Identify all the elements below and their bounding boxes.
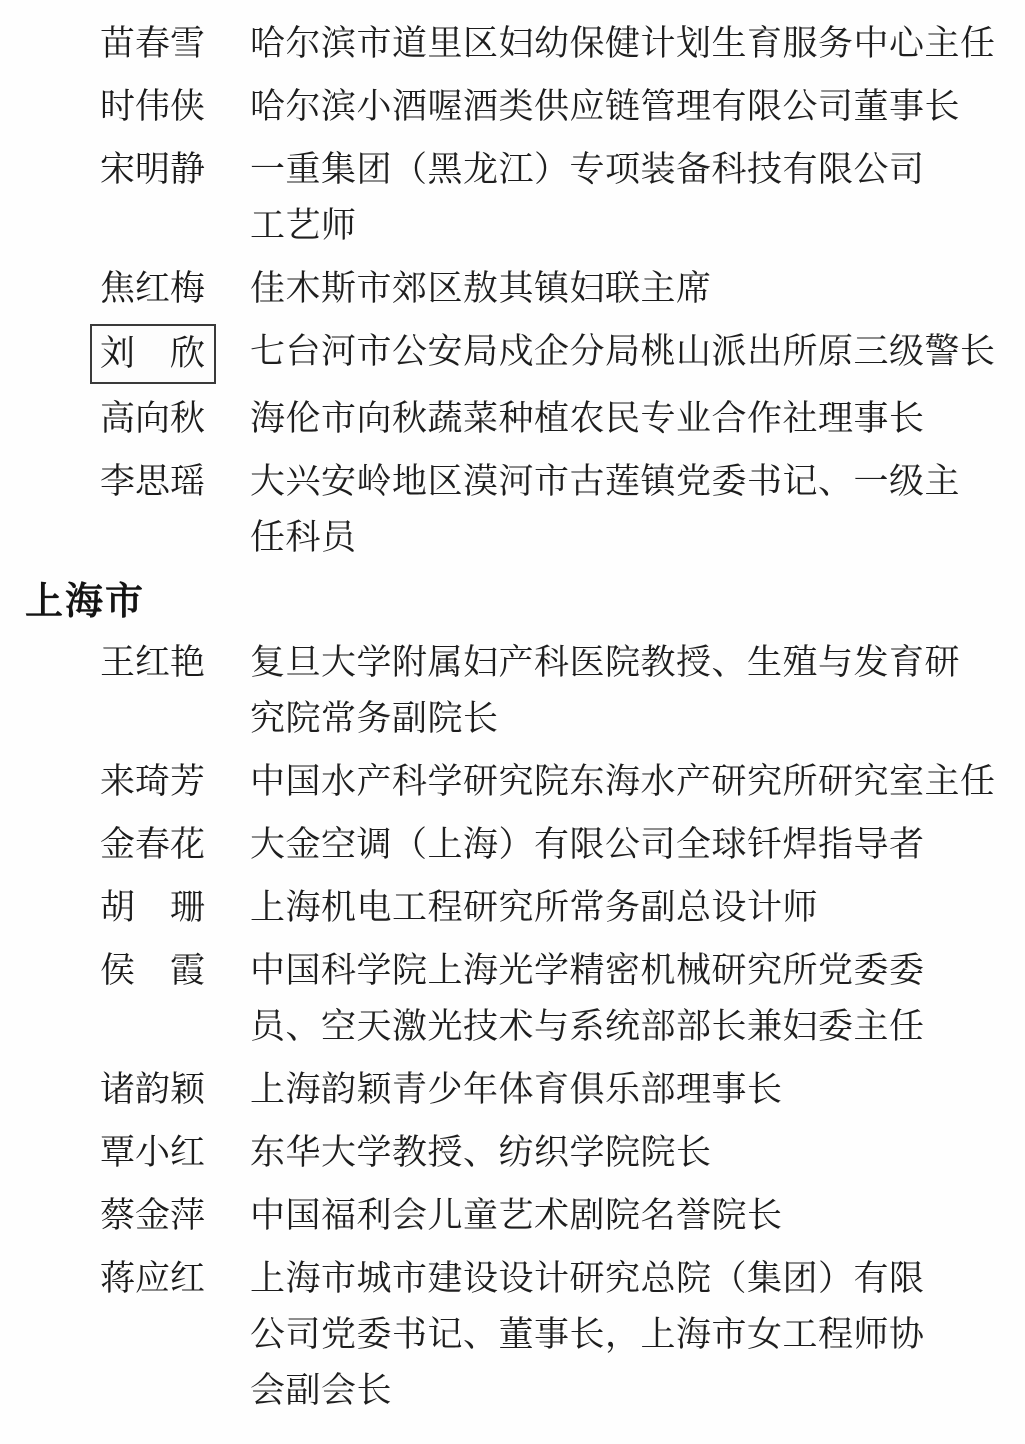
honoree-title-cell bbox=[250, 16, 996, 72]
honoree-title-line: 一重集团（黑龙江）专项装备科技有限公司 bbox=[250, 150, 925, 189]
honoree-title-line: 会副会长 bbox=[250, 1371, 393, 1410]
honoree-name-cell bbox=[100, 943, 210, 999]
list-item bbox=[0, 1188, 987, 1244]
honoree-name-cell bbox=[100, 1125, 210, 1181]
honoree-name-cell bbox=[100, 324, 210, 384]
honoree-name: 胡 珊 bbox=[100, 888, 206, 927]
honoree-title-line: 员、空天激光技术与系统部部长兼妇委主任 bbox=[250, 1007, 925, 1046]
document-section bbox=[0, 16, 996, 566]
honoree-name-cell bbox=[100, 635, 210, 691]
list-item bbox=[0, 261, 987, 317]
honoree-name: 高向秋 bbox=[100, 399, 206, 438]
list-item bbox=[0, 454, 987, 566]
honoree-name: 时伟侠 bbox=[100, 87, 206, 126]
honoree-title-cell bbox=[250, 261, 992, 317]
list-item bbox=[0, 880, 987, 936]
honoree-name: 蔡金萍 bbox=[100, 1196, 206, 1235]
honoree-name-cell bbox=[100, 1062, 210, 1118]
name-list bbox=[0, 16, 996, 1419]
honoree-name-cell bbox=[100, 391, 210, 447]
honoree-title-line: 佳木斯市郊区敖其镇妇联主席 bbox=[250, 269, 712, 308]
list-item bbox=[0, 754, 996, 810]
honoree-title-line: 中国科学院上海光学精密机械研究所党委委 bbox=[250, 951, 925, 990]
list-item bbox=[0, 1125, 987, 1181]
honoree-title-line: 任科员 bbox=[250, 518, 357, 557]
list-item bbox=[0, 16, 996, 72]
honoree-title-line: 海伦市向秋蔬菜种植农民专业合作社理事长 bbox=[250, 399, 925, 438]
honoree-name: 王红艳 bbox=[100, 643, 206, 682]
honoree-name: 来琦芳 bbox=[100, 762, 206, 801]
honoree-title-cell bbox=[250, 754, 996, 810]
honoree-title-line: 大兴安岭地区漠河市古莲镇党委书记、一级主 bbox=[250, 462, 961, 501]
list-item bbox=[0, 79, 987, 135]
honoree-title-cell bbox=[250, 79, 992, 135]
list-item bbox=[0, 142, 987, 254]
honoree-name: 宋明静 bbox=[100, 150, 206, 189]
honoree-name-cell bbox=[100, 142, 210, 198]
honoree-title-cell bbox=[250, 1125, 992, 1181]
honoree-name: 李思瑶 bbox=[100, 462, 206, 501]
list-item bbox=[0, 1251, 987, 1419]
honoree-name-cell bbox=[100, 16, 210, 72]
honoree-name-cell bbox=[100, 261, 210, 317]
section-header: 上海市 bbox=[25, 581, 146, 623]
honoree-title-line: 复旦大学附属妇产科医院教授、生殖与发育研 bbox=[250, 643, 961, 682]
honoree-title-cell bbox=[250, 1251, 992, 1419]
honoree-title-line: 究院常务副院长 bbox=[250, 699, 499, 738]
honoree-title-cell bbox=[250, 1188, 992, 1244]
honoree-title-line: 中国水产科学研究院东海水产研究所研究室主任 bbox=[250, 762, 996, 801]
list-item bbox=[0, 817, 987, 873]
honoree-title-cell bbox=[250, 880, 992, 936]
honoree-name-cell bbox=[100, 754, 210, 810]
honoree-title-cell bbox=[250, 943, 992, 1055]
honoree-title-cell bbox=[250, 391, 992, 447]
honoree-title-cell bbox=[250, 1062, 992, 1118]
honoree-name-cell bbox=[100, 454, 210, 510]
document-section bbox=[0, 573, 996, 1419]
honoree-title-line: 哈尔滨小酒喔酒类供应链管理有限公司董事长 bbox=[250, 87, 961, 126]
honoree-name: 覃小红 bbox=[100, 1133, 206, 1172]
list-item bbox=[0, 391, 987, 447]
honoree-name: 金春花 bbox=[100, 825, 206, 864]
honoree-title-line: 七台河市公安局戍企分局桃山派出所原三级警长 bbox=[250, 332, 996, 371]
honoree-name: 刘 欣 bbox=[90, 324, 216, 384]
list-item bbox=[0, 1062, 987, 1118]
list-item bbox=[0, 943, 987, 1055]
honoree-name: 诸韵颖 bbox=[100, 1070, 206, 1109]
section-entries bbox=[0, 16, 996, 566]
honoree-title-line: 东华大学教授、纺织学院院长 bbox=[250, 1133, 712, 1172]
list-item bbox=[0, 324, 996, 384]
honoree-name-cell bbox=[100, 1251, 210, 1307]
list-item bbox=[0, 635, 987, 747]
honoree-title-line: 上海市城市建设设计研究总院（集团）有限 bbox=[250, 1259, 925, 1298]
honoree-title-line: 中国福利会儿童艺术剧院名誉院长 bbox=[250, 1196, 783, 1235]
honoree-title-line: 哈尔滨市道里区妇幼保健计划生育服务中心主任 bbox=[250, 24, 996, 63]
honoree-name-cell bbox=[100, 817, 210, 873]
honoree-title-line: 上海韵颖青少年体育俱乐部理事长 bbox=[250, 1070, 783, 1109]
honoree-name-cell bbox=[100, 880, 210, 936]
honoree-title-cell bbox=[250, 817, 992, 873]
honoree-name: 侯 霞 bbox=[100, 951, 206, 990]
honoree-title-cell bbox=[250, 324, 996, 380]
section-entries bbox=[0, 635, 996, 1419]
honoree-title-cell bbox=[250, 635, 992, 747]
honoree-name-cell bbox=[100, 1188, 210, 1244]
honoree-title-line: 公司党委书记、董事长，上海市女工程师协 bbox=[250, 1315, 925, 1354]
honoree-name: 苗春雪 bbox=[100, 24, 206, 63]
honoree-title-cell bbox=[250, 454, 992, 566]
honoree-name-cell bbox=[100, 79, 210, 135]
honoree-name: 蒋应红 bbox=[100, 1259, 206, 1298]
honoree-title-line: 工艺师 bbox=[250, 206, 357, 245]
honoree-title-cell bbox=[250, 142, 992, 254]
honoree-name: 焦红梅 bbox=[100, 269, 206, 308]
honoree-title-line: 大金空调（上海）有限公司全球钎焊指导者 bbox=[250, 825, 925, 864]
honoree-title-line: 上海机电工程研究所常务副总设计师 bbox=[250, 888, 819, 927]
